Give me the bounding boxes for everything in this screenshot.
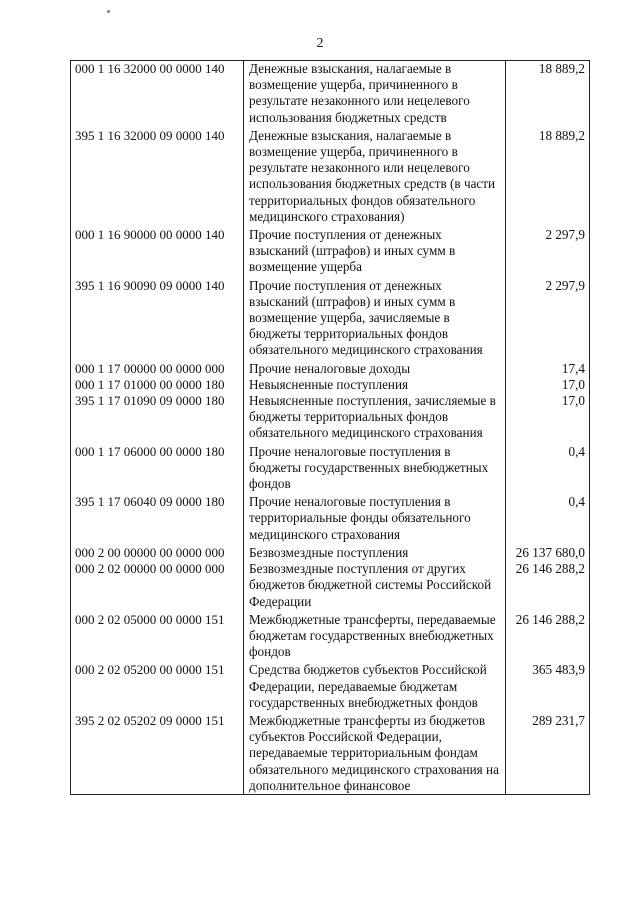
budget-code: 395 1 17 06040 09 0000 180 <box>71 494 244 545</box>
scan-speck <box>107 10 110 13</box>
revenue-name: Прочие неналоговые доходы <box>244 361 506 377</box>
amount: 17,4 <box>506 361 590 377</box>
revenue-name: Прочие поступления от денежных взысканий (штрафов) и иных сумм в возмещение ущерба, зачисляемые в бюджеты территориальных фондов обязательного медицинского страхования <box>244 278 506 361</box>
amount: 18 889,2 <box>506 61 590 128</box>
page-number: 2 <box>316 36 324 51</box>
table-row <box>71 444 590 495</box>
revenue-name: Безвозмездные поступления от других бюджетов бюджетной системы Российской Федерации <box>244 561 506 612</box>
amount: 365 483,9 <box>506 662 590 713</box>
budget-code: 395 1 16 32000 09 0000 140 <box>71 128 244 227</box>
table-row <box>71 494 590 545</box>
amount: 2 297,9 <box>506 278 590 361</box>
amount: 2 297,9 <box>506 227 590 278</box>
amount: 26 146 288,2 <box>506 561 590 612</box>
amount: 26 146 288,2 <box>506 612 590 663</box>
table-row <box>71 713 590 795</box>
budget-code: 000 2 02 05200 00 0000 151 <box>71 662 244 713</box>
budget-code: 000 1 16 90000 00 0000 140 <box>71 227 244 278</box>
revenue-name: Прочие поступления от денежных взысканий (штрафов) и иных сумм в возмещение ущерба <box>244 227 506 278</box>
revenue-name: Прочие неналоговые поступления в территориальные фонды обязательного медицинского страхования <box>244 494 506 545</box>
budget-code: 000 2 02 00000 00 0000 000 <box>71 561 244 612</box>
budget-revenue-table <box>70 60 590 795</box>
amount: 17,0 <box>506 393 590 444</box>
amount: 0,4 <box>506 444 590 495</box>
revenue-name: Межбюджетные трансферты из бюджетов субъектов Российской Федерации, передаваемые территориальным фондам обязательного медицинского страхования на дополнительное финансовое <box>244 713 506 795</box>
revenue-name: Межбюджетные трансферты, передаваемые бюджетам государственных внебюджетных фондов <box>244 612 506 663</box>
table-row <box>71 227 590 278</box>
amount: 17,0 <box>506 377 590 393</box>
budget-code: 395 1 17 01090 09 0000 180 <box>71 393 244 444</box>
table-row <box>71 278 590 361</box>
revenue-name: Денежные взыскания, налагаемые в возмещение ущерба, причиненного в результате незаконного или нецелевого использования бюджетных средств <box>244 61 506 128</box>
table-row <box>71 662 590 713</box>
revenue-name: Безвозмездные поступления <box>244 545 506 561</box>
budget-code: 000 1 17 06000 00 0000 180 <box>71 444 244 495</box>
table-row <box>71 377 590 393</box>
revenue-name: Невыясненные поступления <box>244 377 506 393</box>
table-row <box>71 361 590 377</box>
budget-code: 000 1 17 01000 00 0000 180 <box>71 377 244 393</box>
budget-code: 000 1 17 00000 00 0000 000 <box>71 361 244 377</box>
table-row <box>71 545 590 561</box>
budget-code: 000 1 16 32000 00 0000 140 <box>71 61 244 128</box>
table-row <box>71 393 590 444</box>
amount: 0,4 <box>506 494 590 545</box>
revenue-name: Невыясненные поступления, зачисляемые в бюджеты территориальных фондов обязательного медицинского страхования <box>244 393 506 444</box>
table-row <box>71 612 590 663</box>
budget-code: 395 1 16 90090 09 0000 140 <box>71 278 244 361</box>
amount: 289 231,7 <box>506 713 590 795</box>
revenue-name: Средства бюджетов субъектов Российской Федерации, передаваемые бюджетам государственных внебюджетных фондов <box>244 662 506 713</box>
budget-code: 000 2 00 00000 00 0000 000 <box>71 545 244 561</box>
revenue-name: Прочие неналоговые поступления в бюджеты государственных внебюджетных фондов <box>244 444 506 495</box>
table-row <box>71 561 590 612</box>
budget-code: 000 2 02 05000 00 0000 151 <box>71 612 244 663</box>
amount: 26 137 680,0 <box>506 545 590 561</box>
budget-code: 395 2 02 05202 09 0000 151 <box>71 713 244 795</box>
amount: 18 889,2 <box>506 128 590 227</box>
table-row <box>71 61 590 128</box>
revenue-name: Денежные взыскания, налагаемые в возмещение ущерба, причиненного в результате незаконного или нецелевого использования бюджетных средств (в части территориальных фондов обязательного медицинского страхования) <box>244 128 506 227</box>
table-row <box>71 128 590 227</box>
